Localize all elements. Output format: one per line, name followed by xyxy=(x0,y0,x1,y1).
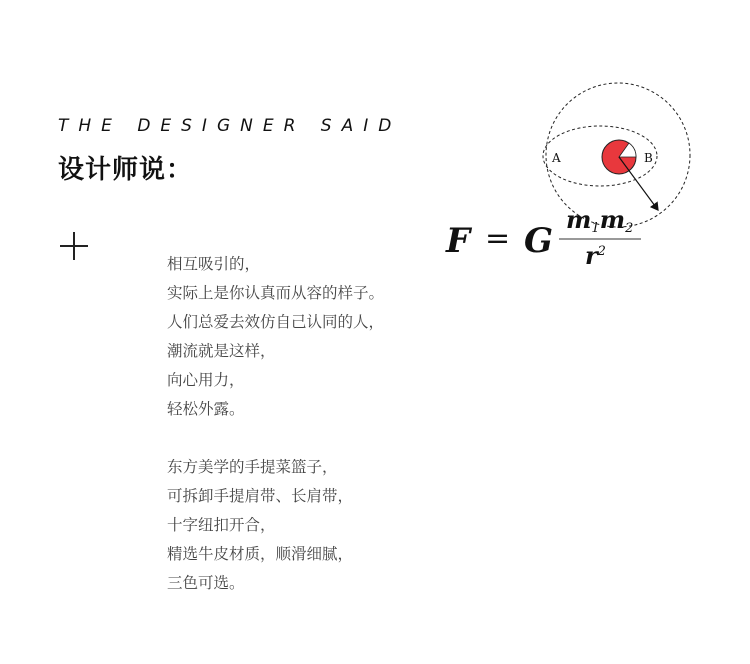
paragraph-gap xyxy=(167,424,384,453)
point-a-label: A xyxy=(552,151,561,165)
text-line: 潮流就是这样， xyxy=(167,342,276,360)
formula-m2-sub: 2 xyxy=(625,221,634,236)
formula-r: r xyxy=(585,241,598,270)
text-line: 东方美学的手提菜篮子， xyxy=(167,458,338,476)
eyebrow-heading: THE DESIGNER SAID xyxy=(58,116,402,136)
text-line: 人们总爱去效仿自己认同的人， xyxy=(167,313,385,331)
orbit-diagram xyxy=(540,82,695,217)
formula-constant: G xyxy=(524,221,554,261)
article-body xyxy=(167,250,384,598)
formula-equals: = xyxy=(485,221,511,256)
formula-m1: m xyxy=(566,205,592,234)
paragraph-1 xyxy=(167,250,384,424)
text-line: 实际上是你认真而从容的样子。 xyxy=(167,284,385,302)
plus-icon xyxy=(60,232,88,260)
text-line: 向心用力， xyxy=(167,371,245,389)
formula-force: F xyxy=(446,221,471,261)
formula-numerator xyxy=(566,205,633,236)
formula-m1-sub: 1 xyxy=(591,221,600,236)
point-b-label: B xyxy=(644,151,653,165)
fraction-bar xyxy=(559,238,641,240)
text-line: 轻松外露。 xyxy=(167,400,245,418)
page-title: 设计师说： xyxy=(58,155,194,185)
formula-denominator xyxy=(585,241,606,270)
gravitation-formula xyxy=(446,205,646,275)
text-line: 精选牛皮材质，顺滑细腻， xyxy=(167,545,354,563)
text-line: 三色可选。 xyxy=(167,574,245,592)
formula-m2: m xyxy=(599,205,626,234)
formula-r-sup: 2 xyxy=(597,244,606,259)
text-line: 十字纽扣开合， xyxy=(167,516,276,534)
paragraph-2 xyxy=(167,453,384,598)
text-line: 相互吸引的， xyxy=(167,255,261,273)
text-line: 可拆卸手提肩带、长肩带， xyxy=(167,487,354,505)
